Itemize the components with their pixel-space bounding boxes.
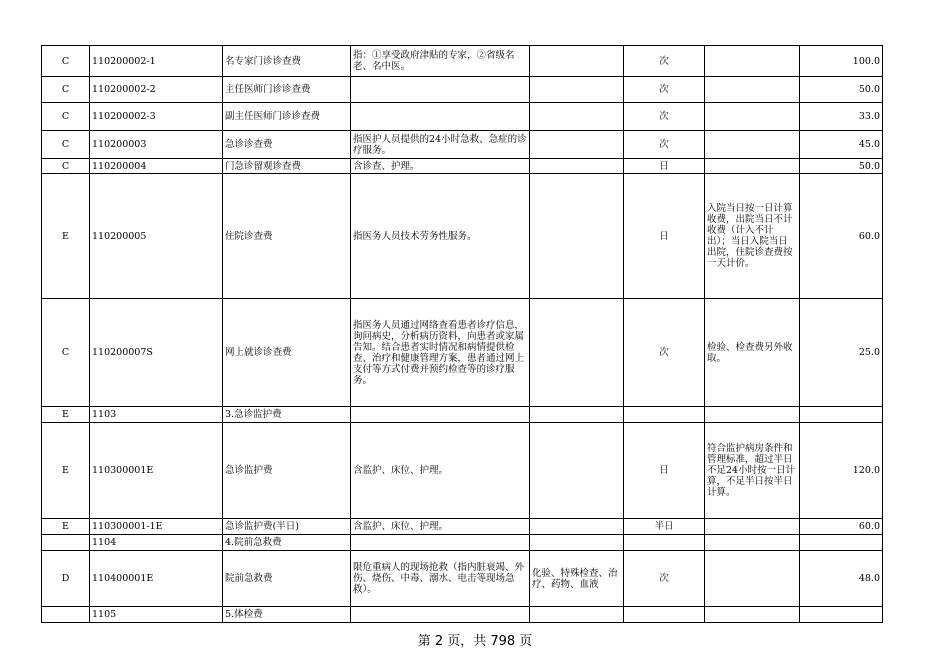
unit-cell: 次 (624, 103, 705, 131)
category-cell: C (42, 131, 90, 159)
table-row (42, 103, 883, 131)
code-cell: 110300001E (90, 423, 223, 519)
price-cell: 50.0 (800, 77, 883, 103)
code-cell: 110200004 (90, 159, 223, 174)
exclusion-cell (530, 607, 624, 623)
exclusion-cell (530, 159, 624, 174)
description-cell: 含诊查、护理。 (351, 159, 530, 174)
item-name-cell: 院前急救费 (223, 551, 351, 607)
note-cell: 符合监护病房条件和管理标准，超过半日不足24小时按一日计算，不足半日按半日计算。 (705, 423, 800, 519)
price-cell (800, 607, 883, 623)
table-row (42, 174, 883, 299)
unit-cell: 日 (624, 159, 705, 174)
exclusion-cell (530, 423, 624, 519)
code-cell: 1104 (90, 535, 223, 551)
table-row (42, 607, 883, 623)
exclusion-cell (530, 46, 624, 77)
code-cell: 110200007S (90, 299, 223, 407)
description-cell: 指医护人员提供的24小时急救、急症的诊疗服务。 (351, 131, 530, 159)
description-cell: 指医务人员通过网络查看患者诊疗信息，询问病史，分析病历资料，向患者或家属告知。结合患者实时情况和病情提供检查、治疗和健康管理方案，患者通过网上支付等方式付费并预约检查等的诊疗服务。 (351, 299, 530, 407)
exclusion-cell (530, 407, 624, 423)
exclusion-cell (530, 131, 624, 159)
table-row (42, 423, 883, 519)
unit-cell: 次 (624, 551, 705, 607)
category-cell: D (42, 551, 90, 607)
description-cell: 含监护、床位、护理。 (351, 519, 530, 535)
category-cell: C (42, 299, 90, 407)
page-footer: 第 2 页，共 798 页 (417, 634, 533, 649)
code-cell: 110300001-1E (90, 519, 223, 535)
price-cell: 60.0 (800, 519, 883, 535)
note-cell: 检验、检查费另外收取。 (705, 299, 800, 407)
item-name-cell: 主任医师门诊诊查费 (223, 77, 351, 103)
table-row (42, 519, 883, 535)
note-cell (705, 407, 800, 423)
fee-table (41, 45, 883, 623)
note-cell (705, 551, 800, 607)
category-cell (42, 607, 90, 623)
code-cell: 1105 (90, 607, 223, 623)
unit-cell (624, 407, 705, 423)
code-cell: 110200002-3 (90, 103, 223, 131)
table-row (42, 407, 883, 423)
note-cell (705, 77, 800, 103)
price-cell: 33.0 (800, 103, 883, 131)
category-cell: C (42, 77, 90, 103)
unit-cell: 半日 (624, 519, 705, 535)
price-cell: 60.0 (800, 174, 883, 299)
price-cell: 45.0 (800, 131, 883, 159)
item-name-cell: 名专家门诊诊查费 (223, 46, 351, 77)
table-row (42, 131, 883, 159)
description-cell (351, 535, 530, 551)
description-cell (351, 103, 530, 131)
description-cell: 限危重病人的现场抢救（指内脏衰竭、外伤、烧伤、中毒、溺水、电击等现场急救）。 (351, 551, 530, 607)
category-cell: C (42, 46, 90, 77)
category-cell (42, 535, 90, 551)
item-name-cell: 门急诊留观诊查费 (223, 159, 351, 174)
note-cell (705, 607, 800, 623)
unit-cell (624, 607, 705, 623)
description-cell (351, 607, 530, 623)
note-cell (705, 131, 800, 159)
item-name-cell: 3.急诊监护费 (223, 407, 351, 423)
item-name-cell: 网上就诊诊查费 (223, 299, 351, 407)
price-cell (800, 535, 883, 551)
note-cell (705, 46, 800, 77)
item-name-cell: 急诊监护费 (223, 423, 351, 519)
exclusion-cell (530, 174, 624, 299)
description-cell: 指医务人员技术劳务性服务。 (351, 174, 530, 299)
note-cell (705, 159, 800, 174)
item-name-cell: 急诊诊查费 (223, 131, 351, 159)
unit-cell: 日 (624, 423, 705, 519)
price-cell: 50.0 (800, 159, 883, 174)
description-cell: 指：①享受政府津贴的专家，②省级名老、名中医。 (351, 46, 530, 77)
unit-cell: 次 (624, 46, 705, 77)
item-name-cell: 5.体检费 (223, 607, 351, 623)
table-row (42, 46, 883, 77)
exclusion-cell (530, 535, 624, 551)
note-cell: 入院当日按一日计算收费，出院当日不计收费（计入不计出）；当日入院当日出院，住院诊查费按一天计价。 (705, 174, 800, 299)
item-name-cell: 急诊监护费(半日) (223, 519, 351, 535)
description-cell (351, 77, 530, 103)
code-cell: 110200003 (90, 131, 223, 159)
note-cell (705, 103, 800, 131)
table-row (42, 535, 883, 551)
category-cell: E (42, 423, 90, 519)
price-cell: 120.0 (800, 423, 883, 519)
description-cell (351, 407, 530, 423)
price-cell: 48.0 (800, 551, 883, 607)
description-cell: 含监护、床位、护理。 (351, 423, 530, 519)
exclusion-cell (530, 77, 624, 103)
unit-cell (624, 535, 705, 551)
exclusion-cell (530, 299, 624, 407)
category-cell: E (42, 174, 90, 299)
item-name-cell: 副主任医师门诊诊查费 (223, 103, 351, 131)
category-cell: E (42, 519, 90, 535)
item-name-cell: 4.院前急救费 (223, 535, 351, 551)
code-cell: 110200002-2 (90, 77, 223, 103)
table-row (42, 299, 883, 407)
table-row (42, 77, 883, 103)
category-cell: E (42, 407, 90, 423)
exclusion-cell: 化验、特殊检查、治疗、药物、血液 (530, 551, 624, 607)
code-cell: 110200005 (90, 174, 223, 299)
item-name-cell: 住院诊查费 (223, 174, 351, 299)
unit-cell: 次 (624, 299, 705, 407)
code-cell: 110400001E (90, 551, 223, 607)
price-cell: 25.0 (800, 299, 883, 407)
note-cell (705, 535, 800, 551)
price-cell: 100.0 (800, 46, 883, 77)
unit-cell: 日 (624, 174, 705, 299)
unit-cell: 次 (624, 131, 705, 159)
table-row (42, 551, 883, 607)
code-cell: 110200002-1 (90, 46, 223, 77)
code-cell: 1103 (90, 407, 223, 423)
category-cell: C (42, 103, 90, 131)
price-cell (800, 407, 883, 423)
exclusion-cell (530, 519, 624, 535)
note-cell (705, 519, 800, 535)
table-row (42, 159, 883, 174)
unit-cell: 次 (624, 77, 705, 103)
category-cell: C (42, 159, 90, 174)
exclusion-cell (530, 103, 624, 131)
